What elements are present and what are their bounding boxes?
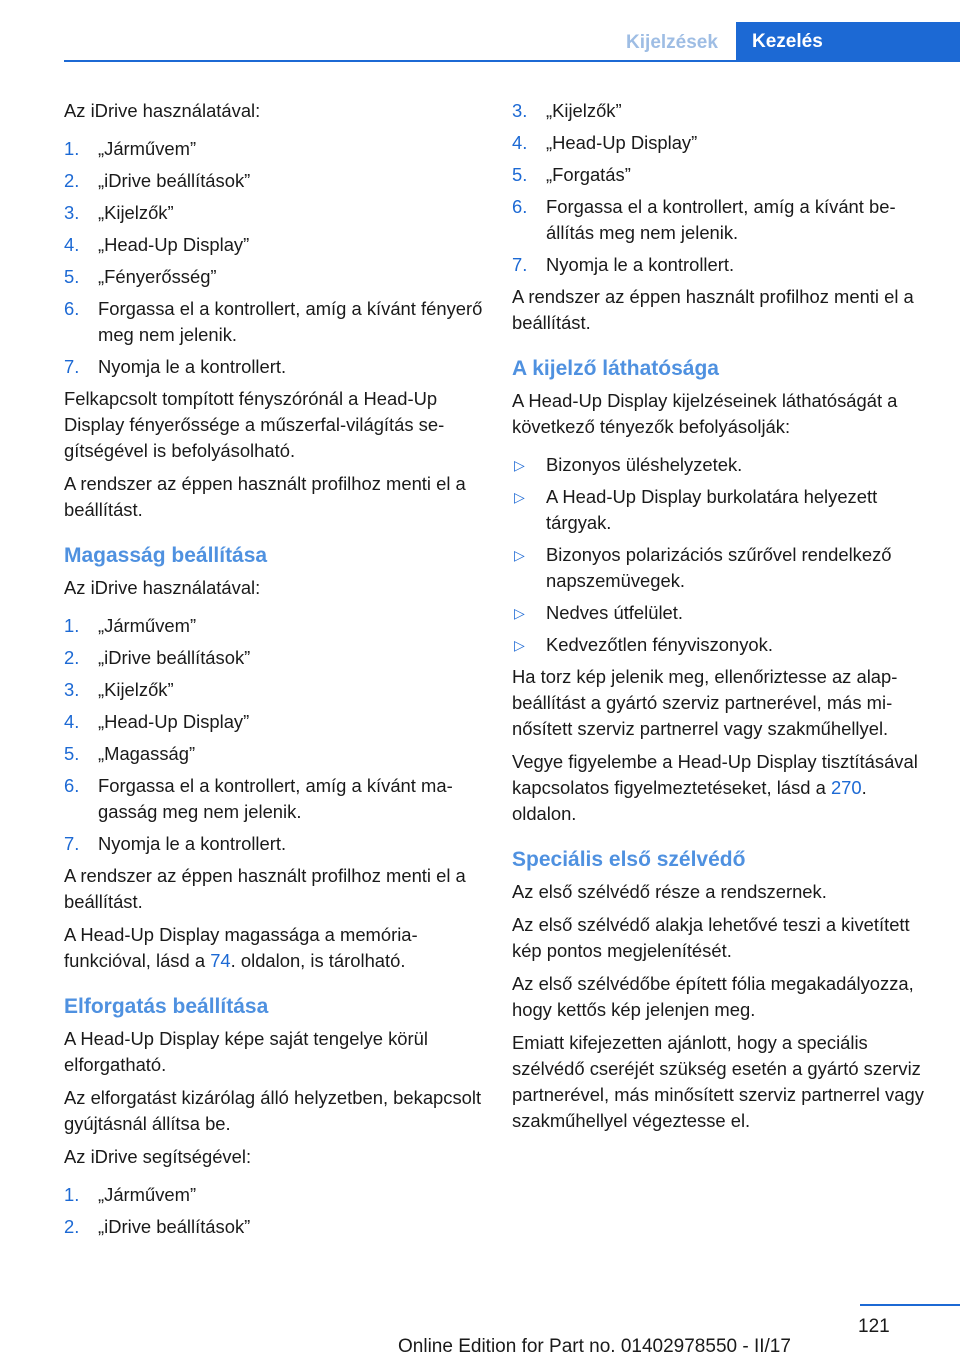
step-text: „Head-Up Display” bbox=[546, 132, 698, 153]
step-text: Forgassa el a kontrollert, amíg a kívánt fényerő meg nem jelenik. bbox=[98, 298, 483, 345]
step-number: 2. bbox=[64, 170, 80, 191]
step-item bbox=[512, 194, 932, 246]
paragraph: Az első szélvédőbe épített fólia megakadályozza, hogy kettős kép jelenjen meg. bbox=[512, 973, 914, 1020]
page-link-74[interactable]: 74 bbox=[210, 950, 231, 971]
step-item bbox=[64, 1214, 484, 1240]
intro-text: Az iDrive használatával: bbox=[64, 577, 261, 598]
paragraph: Az első szélvédő része a rendszernek. bbox=[512, 881, 827, 902]
step-number: 4. bbox=[512, 132, 528, 153]
paragraph: Emiatt kifejezetten ajánlott, hogy a speciális szélvédő cseréjét szükség esetén a gyártó szerviz partnerével, más minősített szerviz partnerrel vagy szakműhellyel végeztesse el. bbox=[512, 1032, 924, 1131]
step-item bbox=[64, 296, 484, 348]
right-column bbox=[512, 98, 932, 1141]
text-run: . oldalon. bbox=[512, 777, 867, 824]
intro-text: Az iDrive segítségével: bbox=[64, 1146, 252, 1167]
step-item bbox=[64, 741, 484, 767]
step-number: 5. bbox=[64, 743, 80, 764]
step-text: „Forgatás” bbox=[546, 164, 631, 185]
step-text: „Kijelzők” bbox=[546, 100, 622, 121]
page-link-270[interactable]: 270 bbox=[830, 777, 862, 798]
step-number: 1. bbox=[64, 138, 80, 159]
step-item bbox=[512, 130, 932, 156]
step-number: 7. bbox=[512, 254, 528, 275]
step-item bbox=[64, 773, 484, 825]
section-heading-height: Magasság beállítása bbox=[64, 544, 268, 567]
list-item bbox=[512, 632, 932, 658]
step-item bbox=[512, 98, 932, 124]
paragraph: A rendszer az éppen használt profilhoz menti el a beállítást. bbox=[64, 865, 466, 912]
step-item bbox=[64, 232, 484, 258]
step-number: 3. bbox=[512, 100, 528, 121]
header-rule bbox=[64, 60, 960, 62]
step-number: 4. bbox=[64, 711, 80, 732]
step-number: 5. bbox=[512, 164, 528, 185]
step-number: 3. bbox=[64, 202, 80, 223]
section-heading-windshield: Speciális első szélvédő bbox=[512, 848, 746, 871]
tab-kezeles[interactable]: Kezelés bbox=[736, 22, 960, 62]
step-item bbox=[64, 354, 484, 380]
step-item bbox=[64, 645, 484, 671]
text-run: . oldalon, is tárolható. bbox=[230, 950, 406, 971]
steps-brightness bbox=[64, 136, 484, 380]
step-number: 6. bbox=[512, 196, 528, 217]
step-text: „Járművem” bbox=[98, 1184, 197, 1205]
factors-list bbox=[512, 452, 932, 658]
step-text: „Magasság” bbox=[98, 743, 196, 764]
step-text: „Járművem” bbox=[98, 615, 197, 636]
step-text: „Head-Up Display” bbox=[98, 711, 250, 732]
step-number: 6. bbox=[64, 298, 80, 319]
paragraph: A rendszer az éppen használt profilhoz menti el a beállítást. bbox=[512, 286, 914, 333]
paragraph: A Head-Up Display képe saját tengelye körül elforgatható. bbox=[64, 1028, 428, 1075]
step-number: 1. bbox=[64, 615, 80, 636]
step-number: 2. bbox=[64, 1216, 80, 1237]
paragraph: A Head-Up Display kijelzéseinek láthatóságát a következő tényezők befolyásolják: bbox=[512, 390, 898, 437]
step-text: „iDrive beállítások” bbox=[98, 647, 251, 668]
step-text: Forgassa el a kontrollert, amíg a kívánt beállítás meg nem jelenik. bbox=[546, 196, 896, 243]
step-item bbox=[64, 831, 484, 857]
step-item bbox=[64, 1182, 484, 1208]
tab-kijelzesek[interactable]: Kijelzések bbox=[626, 32, 718, 53]
section-heading-rotation: Elforgatás beállítása bbox=[64, 995, 269, 1018]
step-item bbox=[64, 136, 484, 162]
text-run: Vegye figyelembe a Head-Up Display tisztításával kapcsolatos figyelmeztetéseket, lásd a bbox=[512, 751, 918, 798]
list-item bbox=[512, 600, 932, 626]
paragraph: Az elforgatást kizárólag álló helyzetben, bekapcsolt gyújtásnál állítsa be. bbox=[64, 1087, 482, 1134]
triangle-bullet-icon: ▷ bbox=[514, 547, 525, 563]
list-item bbox=[512, 452, 932, 478]
list-item-text: Bizonyos polarizációs szűrővel rendelkező napszemüvegek. bbox=[546, 544, 892, 591]
step-item bbox=[512, 252, 932, 278]
step-text: „Kijelzők” bbox=[98, 202, 174, 223]
step-item bbox=[64, 677, 484, 703]
left-column bbox=[64, 98, 484, 1246]
list-item-text: A Head-Up Display burkolatára helyezett tárgyak. bbox=[546, 486, 878, 533]
steps-rotation-continued bbox=[512, 98, 932, 278]
step-text: „iDrive beállítások” bbox=[98, 1216, 251, 1237]
step-item bbox=[64, 200, 484, 226]
step-number: 7. bbox=[64, 833, 80, 854]
paragraph: A rendszer az éppen használt profilhoz menti el a beállítást. bbox=[64, 473, 466, 520]
paragraph: Ha torz kép jelenik meg, ellenőriztesse az alapbeállítást a gyártó szerviz partnerével, más minősített szerviz partnerrel vagy szakműhellyel. bbox=[512, 666, 898, 739]
step-number: 4. bbox=[64, 234, 80, 255]
step-number: 1. bbox=[64, 1184, 80, 1205]
section-heading-visibility: A kijelző láthatósága bbox=[512, 357, 719, 380]
step-text: „Fényerősség” bbox=[98, 266, 217, 287]
step-text: „Head-Up Display” bbox=[98, 234, 250, 255]
step-number: 6. bbox=[64, 775, 80, 796]
paragraph: Felkapcsolt tompított fényszórónál a Head-Up Display fényerőssége a műszerfal-világítás segítségével is befolyásolható. bbox=[64, 388, 445, 461]
step-item bbox=[64, 709, 484, 735]
triangle-bullet-icon: ▷ bbox=[514, 489, 525, 505]
step-text: „Járművem” bbox=[98, 138, 197, 159]
step-text: „iDrive beállítások” bbox=[98, 170, 251, 191]
step-text: „Kijelzők” bbox=[98, 679, 174, 700]
step-item bbox=[64, 168, 484, 194]
intro-text: Az iDrive használatával: bbox=[64, 100, 261, 121]
list-item bbox=[512, 484, 932, 536]
step-number: 3. bbox=[64, 679, 80, 700]
paragraph-memory bbox=[64, 922, 484, 974]
step-number: 5. bbox=[64, 266, 80, 287]
footer-rule bbox=[860, 1304, 960, 1306]
triangle-bullet-icon: ▷ bbox=[514, 637, 525, 653]
list-item bbox=[512, 542, 932, 594]
text-run: A Head-Up Display magassága a memóriafunkcióval, lásd a bbox=[64, 924, 418, 971]
step-number: 7. bbox=[64, 356, 80, 377]
page-number: 121 bbox=[858, 1316, 890, 1337]
steps-height bbox=[64, 613, 484, 857]
step-item bbox=[64, 613, 484, 639]
list-item-text: Kedvezőtlen fényviszonyok. bbox=[546, 634, 773, 655]
step-number: 2. bbox=[64, 647, 80, 668]
triangle-bullet-icon: ▷ bbox=[514, 457, 525, 473]
steps-rotation bbox=[64, 1182, 484, 1240]
edition-footer: Online Edition for Part no. 01402978550 - II/17 bbox=[398, 1336, 791, 1357]
triangle-bullet-icon: ▷ bbox=[514, 605, 525, 621]
paragraph: Az első szélvédő alakja lehetővé teszi a kivetített kép pontos megjelenítését. bbox=[512, 914, 910, 961]
step-text: Nyomja le a kontrollert. bbox=[98, 833, 287, 854]
paragraph-cleaning bbox=[512, 749, 932, 827]
step-text: Nyomja le a kontrollert. bbox=[546, 254, 735, 275]
step-item bbox=[64, 264, 484, 290]
step-text: Forgassa el a kontrollert, amíg a kívánt magasság meg nem jelenik. bbox=[98, 775, 453, 822]
list-item-text: Bizonyos üléshelyzetek. bbox=[546, 454, 743, 475]
step-item bbox=[512, 162, 932, 188]
list-item-text: Nedves útfelület. bbox=[546, 602, 683, 623]
step-text: Nyomja le a kontrollert. bbox=[98, 356, 287, 377]
